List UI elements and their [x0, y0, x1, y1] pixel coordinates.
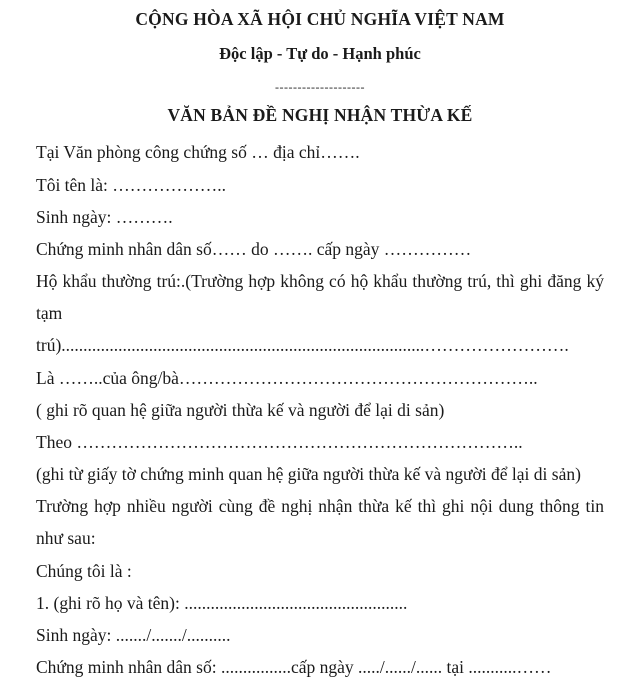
body-line-heir-1-name: 1. (ghi rõ họ và tên): ...................................................: [36, 593, 408, 613]
document-title: VĂN BẢN ĐỀ NGHỊ NHẬN THỪA KẾ: [167, 105, 473, 125]
body-line-birthdate: Sinh ngày: ……….: [36, 207, 173, 227]
body-line-temp-residence: trú)...................................................................................…………………….: [36, 335, 569, 355]
body-line-name: Tôi tên là: ………………..: [36, 175, 227, 195]
body-line-per-document: Theo …………………………………………………………………..: [36, 432, 523, 452]
body-line-residence-cont: tạm: [36, 303, 63, 323]
body-line-residence: Hộ khẩu thường trú:.(Trường hợp không có hộ khẩu thường trú, thì ghi đăng ký: [36, 271, 604, 291]
body-line-id-card: Chứng minh nhân dân số…… do ……. cấp ngày ……………: [36, 239, 472, 259]
body-line-relation-note: ( ghi rõ quan hệ giữa người thừa kế và người để lại di sản): [36, 400, 445, 420]
body-line-multiple-heirs: Trường hợp nhiều người cùng đề nghị nhận thừa kế thì ghi nội dung thông tin: [36, 496, 604, 516]
body-line-heir-1-birthdate: Sinh ngày: ......./......./..........: [36, 625, 231, 645]
header-divider: --------------------: [275, 80, 365, 94]
national-header: CỘNG HÒA XÃ HỘI CHỦ NGHĨA VIỆT NAM: [135, 9, 505, 29]
body-line-as-follows: như sau:: [36, 528, 96, 548]
body-line-office: Tại Văn phòng công chứng số … địa chỉ…….: [36, 142, 360, 162]
body-line-we-are: Chúng tôi là :: [36, 561, 132, 581]
body-line-heir-1-id-card: Chứng minh nhân dân số: ................cấp ngày ...../....../...... tại ...........……: [36, 657, 552, 677]
body-line-document-note: (ghi từ giấy tờ chứng minh quan hệ giữa người thừa kế và người để lại di sản): [36, 464, 581, 484]
body-line-relation: Là ……..của ông/bà……………………………………………………..: [36, 368, 538, 388]
national-motto: Độc lập - Tự do - Hạnh phúc: [219, 44, 421, 63]
